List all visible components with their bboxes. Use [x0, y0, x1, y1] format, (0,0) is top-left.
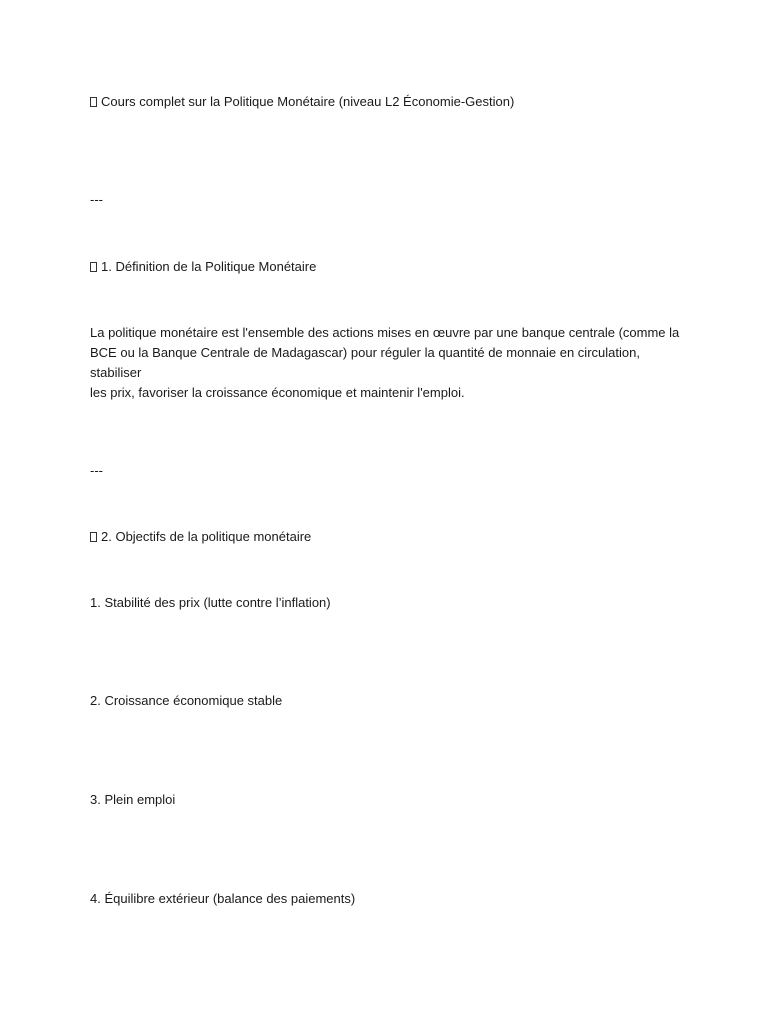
missing-glyph-icon	[90, 97, 97, 107]
missing-glyph-icon	[90, 532, 97, 542]
objective-item: 2. Croissance économique stable	[90, 693, 283, 708]
paragraph-line: La politique monétaire est l'ensemble des actions mises en œuvre par une banque centrale (comme la	[90, 325, 680, 340]
document-title	[90, 92, 514, 112]
separator: ---	[90, 463, 103, 478]
document-title-text: Cours complet sur la Politique Monétaire (niveau L2 Économie-Gestion)	[101, 94, 515, 109]
separator: ---	[90, 192, 103, 207]
paragraph-line: BCE ou la Banque Centrale de Madagascar) pour réguler la quantité de monnaie en circulation, stabiliser	[90, 345, 640, 380]
objective-item: 3. Plein emploi	[90, 792, 176, 807]
objective-item: 4. Équilibre extérieur (balance des paiements)	[90, 891, 356, 906]
section-heading-text: 1. Définition de la Politique Monétaire	[101, 259, 317, 274]
objective-item: 1. Stabilité des prix (lutte contre l’inflation)	[90, 595, 331, 610]
section-heading	[90, 527, 311, 547]
paragraph-line: les prix, favoriser la croissance économique et maintenir l'emploi.	[90, 385, 465, 400]
missing-glyph-icon	[90, 262, 97, 272]
section-heading-text: 2. Objectifs de la politique monétaire	[101, 529, 312, 544]
section-heading	[90, 257, 316, 277]
definition-paragraph	[90, 323, 680, 403]
